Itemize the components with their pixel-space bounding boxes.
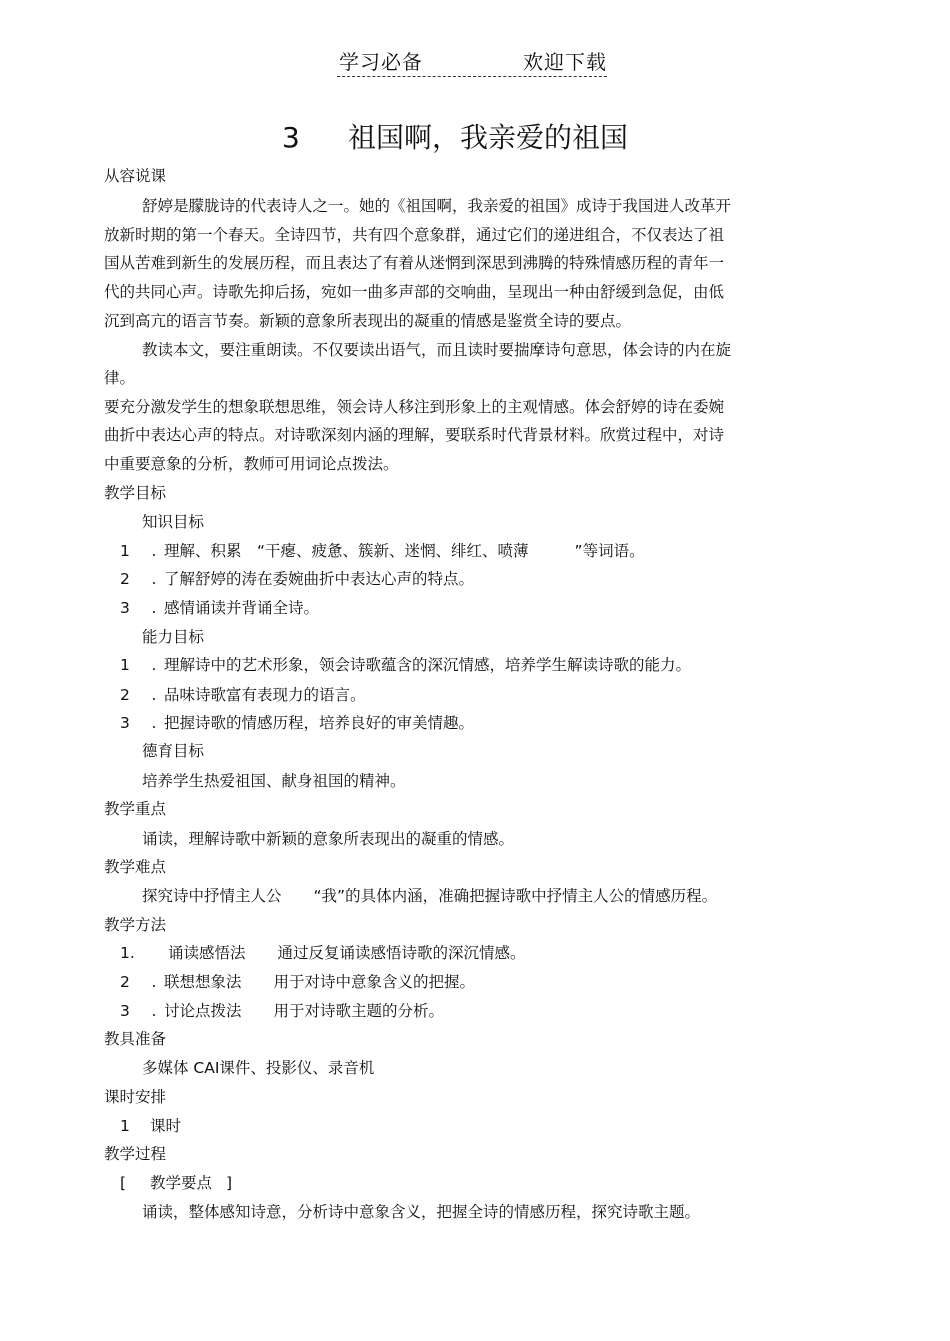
focus-text: 诵读，理解诗歌中新颖的意象所表现出的凝重的情感。 <box>142 830 515 848</box>
knowledge-item-3: 3 . 感情诵读并背诵全诗。 <box>120 599 320 617</box>
method-desc: 用于对诗歌主题的分析。 <box>273 1002 445 1020</box>
item-text: 感情诵读并背诵全诗。 <box>164 599 320 617</box>
item-number: 1 <box>120 656 130 674</box>
method-item-3: 3 . 讨论点拨法 用于对诗歌主题的分析。 <box>120 1002 445 1020</box>
ability-goals-label: 能力目标 <box>142 628 205 646</box>
item-number: 3 <box>120 714 130 732</box>
section-heading-tools: 教具准备 <box>104 1030 167 1048</box>
item-text: 把握诗歌的情感历程，培养良好的审美情趣。 <box>164 714 475 732</box>
moral-goals-label: 德育目标 <box>142 742 205 760</box>
method-item-2: 2 . 联想想象法 用于对诗中意象含义的把握。 <box>120 973 476 991</box>
ability-item-1: 1 . 理解诗中的艺术形象，领会诗歌蕴含的深沉情感，培养学生解读诗歌的能力。 <box>120 656 692 674</box>
schedule-text <box>120 1116 181 1136</box>
header-left-text: 学习必备 <box>339 50 423 74</box>
key-points-label: 教学要点 <box>150 1174 213 1192</box>
section-heading-goals: 教学目标 <box>104 484 167 502</box>
intro-para3-line3: 中重要意象的分析，教师可用词论点拨法。 <box>104 455 399 473</box>
section-heading-difficulty: 教学难点 <box>104 858 167 876</box>
lesson-title-text: 祖国啊，我亲爱的祖国 <box>348 121 629 154</box>
intro-para1-line2: 放新时期的第一个春天。全诗四节，共有四个意象群，通过它们的递进组合，不仅表达了祖 <box>104 226 725 244</box>
section-heading-methods: 教学方法 <box>104 916 167 934</box>
item-number: 1 <box>120 542 130 560</box>
item-number: 2 <box>120 686 130 704</box>
section-heading-focus: 教学重点 <box>104 800 167 818</box>
item-number: 3 <box>120 599 130 617</box>
knowledge-goals-label: 知识目标 <box>142 513 205 531</box>
method-name: 联想想象法 <box>164 973 242 991</box>
difficulty-text-end: “我”的具体内涵，准确把握诗歌中抒情主人公的情感历程。 <box>313 887 718 905</box>
item-number: 1. <box>120 944 135 962</box>
item-text-end: ”等词语。 <box>574 542 645 560</box>
method-item-1 <box>120 943 526 963</box>
intro-para1-line4: 代的共同心声。诗歌先抑后扬，宛如一曲多声部的交响曲，呈现出一种由舒缓到急促，由低 <box>104 283 725 301</box>
schedule-unit: 课时 <box>150 1117 182 1135</box>
ability-item-2: 2 . 品味诗歌富有表现力的语言。 <box>120 686 366 704</box>
item-text: 了解舒婷的涛在委婉曲折中表达心声的特点。 <box>164 570 475 588</box>
intro-para1-line5: 沉到高亢的语言节奏。新颖的意象所表现出的凝重的情感是鉴赏全诗的要点。 <box>104 312 632 330</box>
intro-para3-line2: 曲折中表达心声的特点。对诗歌深刻内涵的理解，要联系时代背景材料。欣赏过程中，对诗 <box>104 426 725 444</box>
method-name: 讨论点拨法 <box>164 1002 242 1020</box>
bracket-open: [ <box>120 1174 127 1192</box>
method-desc: 通过反复诵读感悟诗歌的深沉情感。 <box>277 944 526 962</box>
intro-para2-line1: 教读本文，要注重朗读。不仅要读出语气，而且读时要揣摩诗句意思，体会诗的内在旋 <box>142 341 732 359</box>
bracket-close: ] <box>226 1174 233 1192</box>
section-heading-schedule: 课时安排 <box>104 1088 167 1106</box>
lesson-title <box>282 116 628 156</box>
intro-para1-line3: 国从苦难到新生的发展历程，而且表达了有着从迷惘到深思到沸腾的特殊情感历程的青年一 <box>104 254 725 272</box>
difficulty-text-start: 探究诗中抒情主人公 <box>142 887 282 905</box>
section-heading-intro: 从容说课 <box>104 167 167 185</box>
method-name: 诵读感悟法 <box>168 944 246 962</box>
difficulty-text <box>142 886 717 906</box>
moral-goals-text: 培养学生热爱祖国、献身祖国的精神。 <box>142 772 406 790</box>
process-text: 诵读，整体感知诗意，分析诗中意象含义，把握全诗的情感历程，探究诗歌主题。 <box>142 1203 701 1221</box>
intro-para2-line2: 律。 <box>104 369 136 387</box>
ability-item-3: 3 . 把握诗歌的情感历程，培养良好的审美情趣。 <box>120 714 475 732</box>
process-key-points-label <box>120 1173 232 1193</box>
knowledge-item-2: 2 . 了解舒婷的涛在委婉曲折中表达心声的特点。 <box>120 570 475 588</box>
knowledge-item-1: 1 . 理解、积累 “干瘪、疲惫、簇新、迷惘、绯红、喷薄 ”等词语。 <box>120 542 645 560</box>
intro-para3-line1: 要充分激发学生的想象联想思维，领会诗人移注到形象上的主观情感。体会舒婷的诗在委婉 <box>104 398 725 416</box>
header-right-text: 欢迎下载 <box>523 50 607 74</box>
lesson-number: 3 <box>282 121 300 154</box>
item-number: 3 <box>120 1002 130 1020</box>
tools-text: 多媒体 CAI课件、投影仪、录音机 <box>142 1059 375 1077</box>
page-header <box>337 46 607 77</box>
item-text: 理解诗中的艺术形象，领会诗歌蕴含的深沉情感，培养学生解读诗歌的能力。 <box>164 656 692 674</box>
intro-para1-line1: 舒婷是朦胧诗的代表诗人之一。她的《祖国啊，我亲爱的祖国》成诗于我国进人改革开 <box>142 197 732 215</box>
item-number: 2 <box>120 570 130 588</box>
method-desc: 用于对诗中意象含义的把握。 <box>273 973 476 991</box>
item-text: 理解、积累 “干瘪、疲惫、簇新、迷惘、绯红、喷薄 <box>164 542 529 560</box>
section-heading-process: 教学过程 <box>104 1145 167 1163</box>
schedule-number: 1 <box>120 1117 130 1135</box>
item-text: 品味诗歌富有表现力的语言。 <box>164 686 366 704</box>
item-number: 2 <box>120 973 130 991</box>
